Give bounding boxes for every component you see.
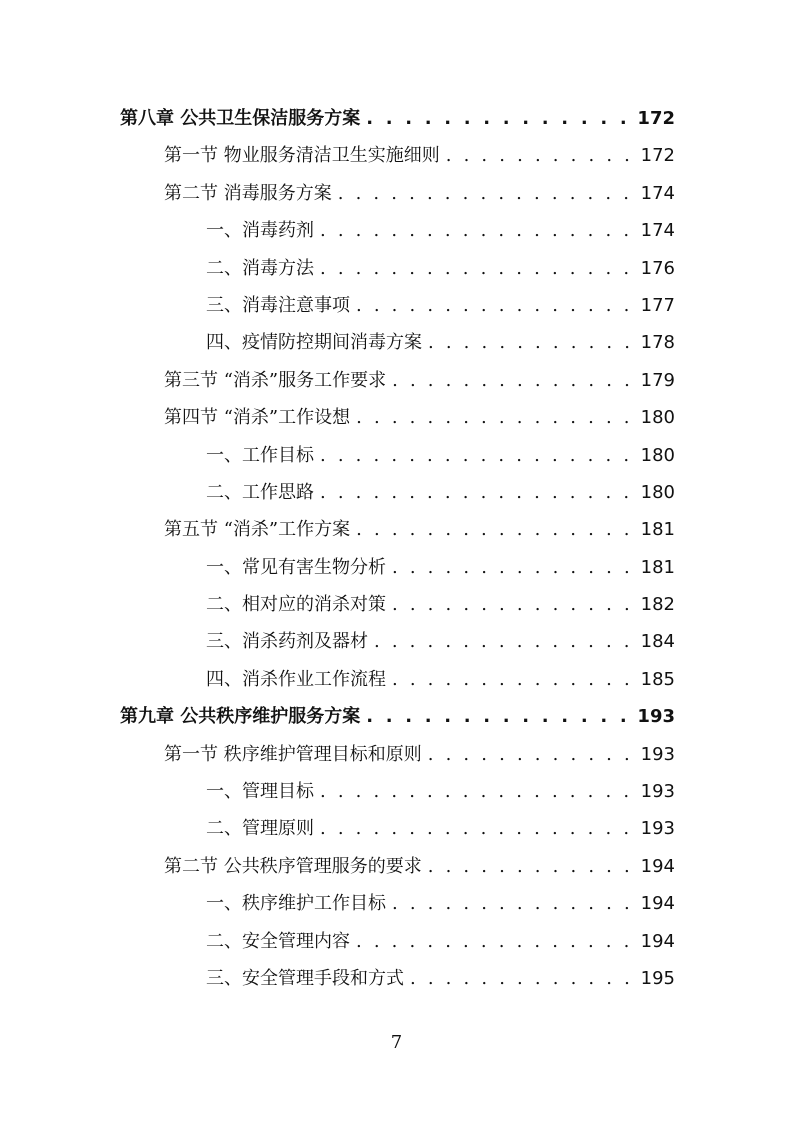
dot-leader: [320, 773, 635, 810]
toc-subsection-entry[interactable]: [120, 549, 675, 586]
toc-entry-page: 193: [640, 818, 675, 840]
toc-subsection-entry[interactable]: [120, 250, 675, 287]
toc-subsection-entry[interactable]: [120, 437, 675, 474]
toc-subsection-entry[interactable]: [120, 661, 675, 698]
toc-entry-title: 第五节 “消杀”工作方案: [164, 519, 351, 541]
toc-entry-title: 四、消杀作业工作流程: [206, 668, 386, 690]
toc-entry-page: 194: [640, 930, 675, 952]
dot-leader: [428, 324, 635, 361]
toc-entry-page: 180: [640, 407, 675, 429]
dot-leader: [356, 287, 635, 324]
dot-leader: [356, 399, 635, 436]
toc-chapter-entry[interactable]: [120, 698, 675, 735]
dot-leader: [446, 137, 635, 174]
toc-entry-page: 178: [640, 332, 675, 354]
toc-subsection-entry[interactable]: [120, 474, 675, 511]
toc-subsection-entry[interactable]: [120, 960, 675, 997]
dot-leader: [392, 362, 635, 399]
toc-subsection-entry[interactable]: [120, 773, 675, 810]
dot-leader: [356, 511, 635, 548]
dot-leader: [366, 100, 631, 137]
toc-entry-title: 三、安全管理手段和方式: [206, 967, 404, 989]
toc-entry-title: 第九章 公共秩序维护服务方案: [120, 706, 361, 728]
dot-leader: [428, 736, 635, 773]
toc-subsection-entry[interactable]: [120, 287, 675, 324]
toc-entry-page: 172: [640, 145, 675, 167]
dot-leader: [320, 474, 635, 511]
toc-entry-page: 195: [640, 967, 675, 989]
toc-entry-title: 一、管理目标: [206, 781, 314, 803]
dot-leader: [428, 848, 635, 885]
toc-subsection-entry[interactable]: [120, 623, 675, 660]
toc-subsection-entry[interactable]: [120, 923, 675, 960]
toc-entry-title: 一、工作目标: [206, 444, 314, 466]
toc-entry-title: 第二节 公共秩序管理服务的要求: [164, 855, 422, 877]
dot-leader: [410, 960, 635, 997]
dot-leader: [392, 586, 635, 623]
toc-entry-title: 第二节 消毒服务方案: [164, 182, 332, 204]
dot-leader: [320, 250, 635, 287]
toc-entry-page: 193: [640, 781, 675, 803]
toc-entry-title: 二、消毒方法: [206, 257, 314, 279]
dot-leader: [392, 549, 635, 586]
dot-leader: [366, 698, 631, 735]
toc-entry-title: 第一节 秩序维护管理目标和原则: [164, 743, 422, 765]
toc-section-entry[interactable]: [120, 137, 675, 174]
toc-entry-title: 二、工作思路: [206, 481, 314, 503]
toc-section-entry[interactable]: [120, 736, 675, 773]
toc-entry-page: 182: [640, 594, 675, 616]
toc-entry-page: 193: [640, 743, 675, 765]
toc-entry-title: 四、疫情防控期间消毒方案: [206, 332, 422, 354]
toc-entry-page: 180: [640, 444, 675, 466]
toc-section-entry[interactable]: [120, 848, 675, 885]
toc-subsection-entry[interactable]: [120, 324, 675, 361]
toc-entry-title: 二、管理原则: [206, 818, 314, 840]
toc-entry-title: 一、常见有害生物分析: [206, 556, 386, 578]
toc-entry-title: 第一节 物业服务清洁卫生实施细则: [164, 145, 440, 167]
toc-entry-title: 第三节 “消杀”服务工作要求: [164, 369, 387, 391]
toc-subsection-entry[interactable]: [120, 810, 675, 847]
toc-chapter-entry[interactable]: [120, 100, 675, 137]
toc-entry-page: 194: [640, 855, 675, 877]
toc-entry-page: 193: [637, 706, 675, 728]
dot-leader: [320, 212, 635, 249]
dot-leader: [374, 623, 635, 660]
toc-entry-page: 194: [640, 893, 675, 915]
toc-section-entry[interactable]: [120, 511, 675, 548]
toc-entry-title: 一、消毒药剂: [206, 220, 314, 242]
toc-entry-page: 179: [640, 369, 675, 391]
toc-entry-title: 第四节 “消杀”工作设想: [164, 407, 351, 429]
toc-entry-title: 二、安全管理内容: [206, 930, 350, 952]
page-number: 7: [390, 1032, 403, 1053]
toc-entry-page: 174: [640, 182, 675, 204]
toc-entry-page: 172: [637, 108, 675, 129]
toc-entry-page: 184: [640, 631, 675, 653]
toc-entry-page: 180: [640, 481, 675, 503]
toc-entry-title: 一、秩序维护工作目标: [206, 893, 386, 915]
toc-section-entry[interactable]: [120, 175, 675, 212]
dot-leader: [320, 810, 635, 847]
dot-leader: [356, 923, 635, 960]
toc-entry-title: 三、消杀药剂及器材: [206, 631, 368, 653]
toc-entry-page: 181: [640, 556, 675, 578]
toc-section-entry[interactable]: [120, 399, 675, 436]
dot-leader: [392, 885, 635, 922]
dot-leader: [320, 437, 635, 474]
toc-entry-page: 177: [640, 294, 675, 316]
table-of-contents: [120, 100, 675, 997]
toc-section-entry[interactable]: [120, 362, 675, 399]
toc-entry-title: 二、相对应的消杀对策: [206, 594, 386, 616]
toc-subsection-entry[interactable]: [120, 586, 675, 623]
toc-entry-title: 三、消毒注意事项: [206, 294, 350, 316]
toc-entry-page: 174: [640, 220, 675, 242]
toc-entry-title: 第八章 公共卫生保洁服务方案: [120, 108, 361, 129]
toc-entry-page: 176: [640, 257, 675, 279]
toc-subsection-entry[interactable]: [120, 212, 675, 249]
dot-leader: [392, 661, 635, 698]
toc-subsection-entry[interactable]: [120, 885, 675, 922]
toc-entry-page: 181: [640, 519, 675, 541]
toc-entry-page: 185: [640, 668, 675, 690]
dot-leader: [338, 175, 635, 212]
